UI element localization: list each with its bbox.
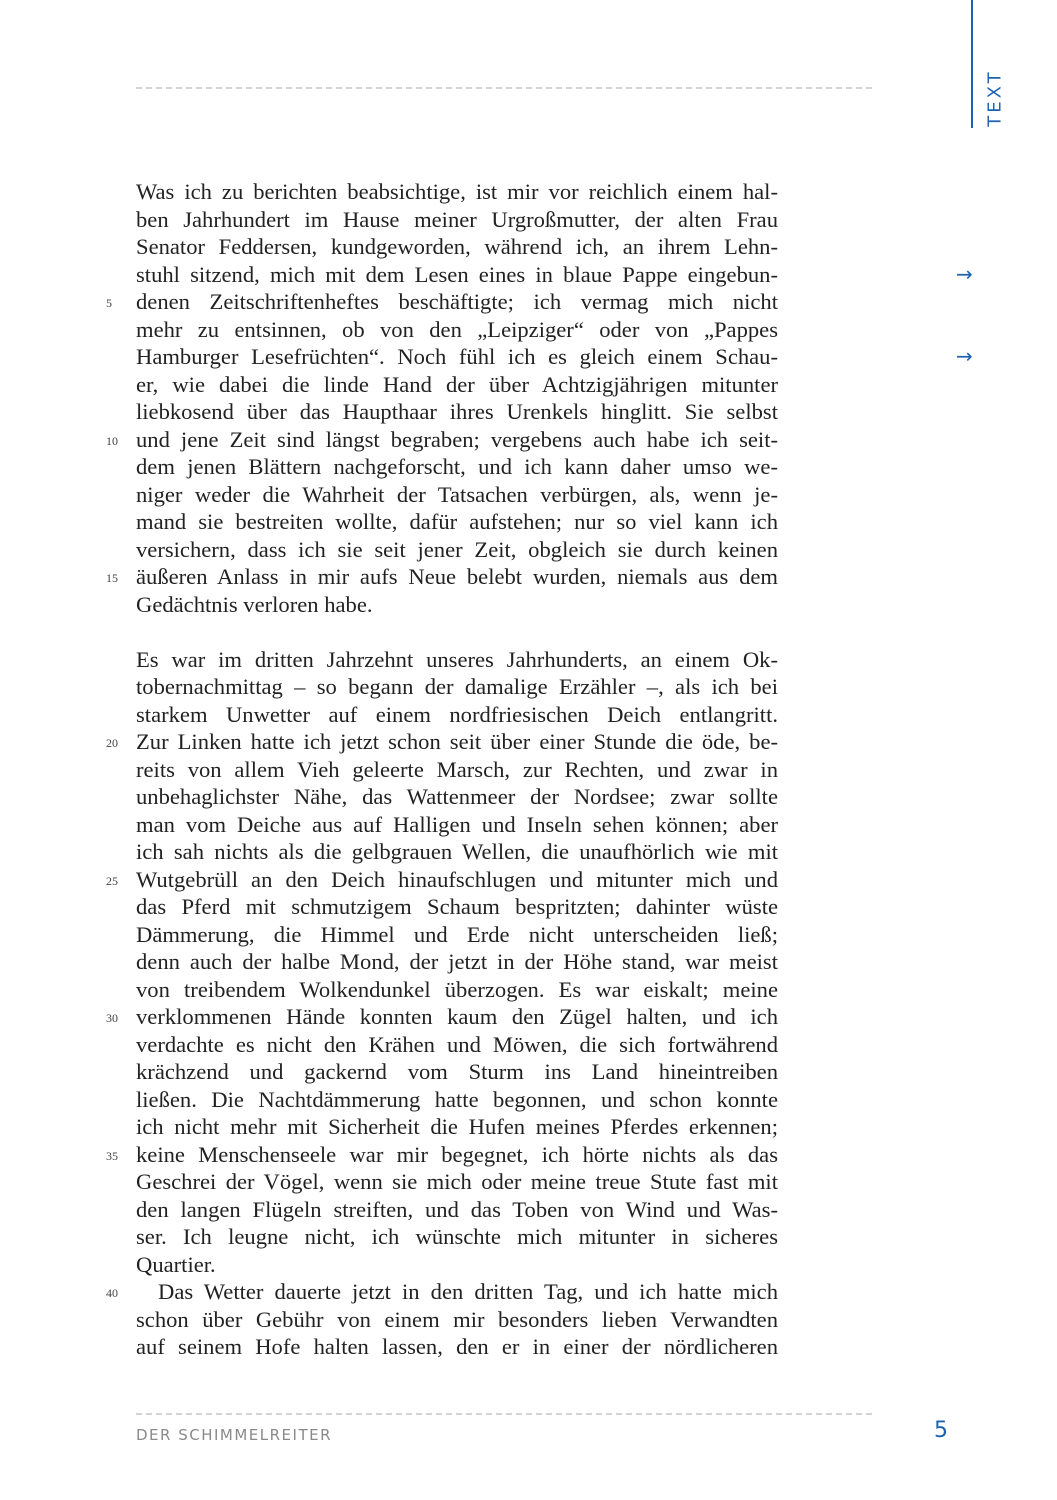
line-number: 30 (106, 1011, 118, 1025)
text-line-content: Gedächtnis verloren habe. (136, 591, 373, 617)
text-line (136, 893, 778, 921)
text-line-content: Hamburger Lesefrüchten“. Noch fühl ich es gleich einem Schau- (136, 344, 778, 369)
text-line (106, 866, 778, 894)
text-line-content: ser. Ich leugne nicht, ich wünschte mich mitunter in sicheres (136, 1224, 778, 1249)
text-line-content: ich sah nichts als die gelbgrauen Wellen, die unaufhörlich wie mit (136, 839, 778, 864)
text-line-content: Wutgebrüll an den Deich hinaufschlugen und mitunter mich und (136, 866, 778, 892)
text-line (136, 206, 778, 234)
text-line-content: das Pferd mit schmutzigem Schaum bespritzten; dahinter wüste (136, 894, 778, 919)
text-line (136, 1223, 778, 1251)
text-line (136, 1251, 778, 1279)
text-line-content: schon über Gebühr von einem mir besonders lieben Verwandten (136, 1306, 778, 1332)
text-line (136, 811, 778, 839)
text-line (136, 453, 778, 481)
line-number: 25 (106, 873, 118, 888)
text-line-content: verklommenen Hände konnten kaum den Zügel halten, und ich (136, 1004, 778, 1029)
text-line (136, 1196, 778, 1224)
text-line-content: liebkosend über das Haupthaar ihres Urenkels hinglitt. Sie selbst (136, 399, 778, 424)
text-line-content: ließen. Die Nachtdämmerung hatte begonnen, und schon konnte (136, 1086, 778, 1112)
text-line-content: keine Menschenseele war mir begegnet, ich hörte nichts als das (136, 1141, 778, 1167)
text-line (136, 178, 778, 206)
text-line-content: von treibendem Wolkendunkel überzogen. Es war eiskalt; meine (136, 976, 778, 1002)
text-line (136, 1333, 778, 1361)
text-line-content: man vom Deiche aus auf Halligen und Inseln sehen können; aber (136, 811, 778, 837)
text-line (136, 1306, 778, 1334)
text-line (136, 701, 778, 729)
text-line (136, 398, 778, 426)
text-line (136, 673, 778, 701)
text-line-content: stuhl sitzend, mich mit dem Lesen eines in blaue Pappe eingebun- (136, 261, 778, 287)
text-line (136, 1031, 778, 1059)
text-line (136, 481, 778, 509)
text-line-content: Was ich zu berichten beabsichtige, ist mir vor reichlich einem hal- (136, 179, 778, 204)
text-line-content: und jene Zeit sind längst begraben; vergebens auch habe ich seit- (136, 426, 778, 452)
text-line (106, 563, 778, 591)
text-line-content: Geschrei der Vögel, wenn sie mich oder meine treue Stute fast mit (136, 1169, 778, 1194)
text-line (136, 838, 778, 866)
bottom-divider (136, 1413, 872, 1415)
text-line (136, 1086, 778, 1114)
line-number: 20 (106, 736, 118, 750)
text-line-content: denn auch der halbe Mond, der jetzt in der Höhe stand, war meist (136, 949, 778, 974)
margin-arrow-icon[interactable]: → (956, 344, 973, 368)
text-line (106, 728, 778, 756)
text-line (136, 343, 778, 371)
margin-arrow-icon[interactable]: → (956, 261, 973, 286)
section-tab-label: TEXT (984, 69, 1006, 127)
text-line-content: unbehaglichster Nähe, das Wattenmeer der Nordsee; zwar sollte (136, 784, 778, 809)
section-tab (981, 68, 1009, 128)
body-text (106, 178, 973, 1361)
text-line (136, 261, 778, 289)
text-line (106, 288, 778, 316)
text-line-content: verdachte es nicht den Krähen und Möwen, die sich fortwährend (136, 1031, 778, 1057)
text-line (136, 1113, 778, 1141)
text-line-content: tobernachmittag – so begann der damalige Erzähler –, als ich bei (136, 674, 778, 699)
text-line-content: denen Zeitschriftenheftes beschäftigte; ich vermag mich nicht (136, 289, 778, 314)
line-number: 10 (106, 433, 118, 448)
paragraph-gap (136, 618, 778, 646)
text-line (106, 1278, 778, 1306)
text-line-content: Dämmerung, die Himmel und Erde nicht unterscheiden ließ; (136, 921, 778, 947)
text-line-content: mand sie bestreiten wollte, dafür aufstehen; nur so viel kann ich (136, 509, 778, 534)
text-line (136, 371, 778, 399)
text-line-content: krächzend und gackernd vom Sturm ins Land hineintreiben (136, 1059, 778, 1084)
text-line (136, 1058, 778, 1086)
line-number: 35 (106, 1148, 118, 1163)
text-line-content: Das Wetter dauerte jetzt in den dritten Tag, und ich hatte mich (158, 1279, 778, 1304)
line-number: 40 (106, 1286, 118, 1300)
text-line (106, 1003, 778, 1031)
text-line (136, 591, 778, 619)
text-line-content: ben Jahrhundert im Hause meiner Urgroßmutter, der alten Frau (136, 206, 778, 232)
text-line-content: den langen Flügeln streiften, und das Toben von Wind und Was- (136, 1196, 778, 1222)
text-line (106, 1141, 778, 1169)
text-line-content: Es war im dritten Jahrzehnt unseres Jahrhunderts, an einem Ok- (136, 646, 778, 672)
text-line (136, 948, 778, 976)
text-line (136, 976, 778, 1004)
text-line (106, 426, 778, 454)
text-line (136, 508, 778, 536)
line-number: 5 (106, 296, 112, 310)
text-line-content: Quartier. (136, 1251, 216, 1277)
text-line-content: auf seinem Hofe halten lassen, den er in einer der nördlicheren (136, 1334, 778, 1359)
text-line-content: äußeren Anlass in mir aufs Neue belebt wurden, niemals aus dem (136, 564, 778, 589)
page-number: 5 (934, 1418, 948, 1443)
text-line-content: ich nicht mehr mit Sicherheit die Hufen meines Pferdes erkennen; (136, 1114, 778, 1139)
text-line-content: versichern, dass ich sie seit jener Zeit, obgleich sie durch keinen (136, 536, 778, 562)
running-footer-title: DER SCHIMMELREITER (136, 1426, 333, 1444)
text-line (136, 646, 778, 674)
text-line-content: dem jenen Blättern nachgeforscht, und ich kann daher umso we- (136, 454, 778, 479)
text-line (136, 536, 778, 564)
text-line-content: niger weder die Wahrheit der Tatsachen verbürgen, als, wenn je- (136, 481, 778, 507)
text-line-content: starkem Unwetter auf einem nordfriesischen Deich entlangritt. (136, 701, 778, 727)
text-line (136, 756, 778, 784)
text-line-content: Senator Feddersen, kundgeworden, während ich, an ihrem Lehn- (136, 234, 778, 259)
text-line (136, 921, 778, 949)
text-line (136, 783, 778, 811)
text-line-content: Zur Linken hatte ich jetzt schon seit über einer Stunde die öde, be- (136, 729, 778, 754)
text-line-content: er, wie dabei die linde Hand der über Achtzigjährigen mitunter (136, 371, 778, 397)
line-number: 15 (106, 571, 118, 585)
top-divider (136, 87, 872, 89)
section-marker-line (971, 0, 973, 128)
text-line-content: reits von allem Vieh geleerte Marsch, zur Rechten, und zwar in (136, 756, 778, 782)
text-line-content: mehr zu entsinnen, ob von den „Leipziger“ oder von „Pappes (136, 316, 778, 342)
text-line (136, 1168, 778, 1196)
